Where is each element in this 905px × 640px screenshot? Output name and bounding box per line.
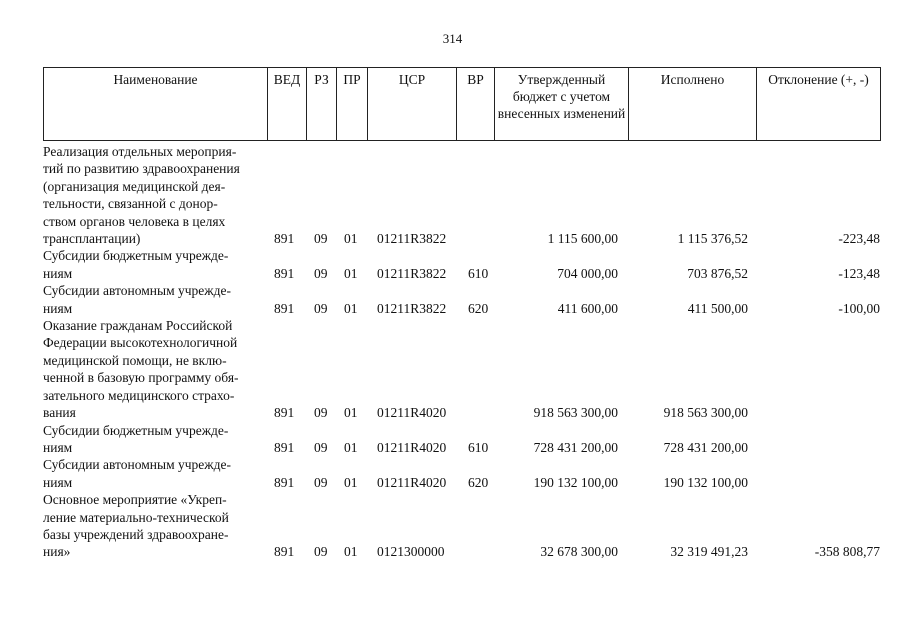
row-pr: 01: [344, 300, 358, 316]
row-rz: 09: [314, 439, 328, 455]
row-executed: 728 431 200,00: [663, 439, 748, 455]
row-approved: 190 132 100,00: [533, 474, 618, 490]
row-ved: 891: [274, 300, 295, 316]
row-pr: 01: [344, 405, 358, 421]
row-vr: 610: [468, 439, 489, 455]
row-executed: 703 876,52: [687, 265, 748, 281]
row-approved: 32 678 300,00: [540, 544, 618, 560]
row-rz: 09: [314, 300, 328, 316]
row-csr: 01211R3822: [377, 231, 447, 247]
row-approved: 411 600,00: [557, 300, 618, 316]
row-rz: 09: [314, 231, 328, 247]
row-rz: 09: [314, 474, 328, 490]
row-name: Субсидии бюджетным учрежде- ниям: [43, 248, 229, 281]
page-number: 314: [442, 31, 463, 46]
row-deviation: -100,00: [838, 300, 880, 316]
row-rz: 09: [314, 405, 328, 421]
table-row: [43, 247, 883, 282]
row-csr: 01211R4020: [377, 405, 447, 421]
row-csr: 01211R3822: [377, 300, 447, 316]
row-pr: 01: [344, 265, 358, 281]
row-pr: 01: [344, 544, 358, 560]
row-ved: 891: [274, 544, 295, 560]
row-csr: 01211R4020: [377, 474, 447, 490]
table-row: [43, 143, 883, 247]
header-executed: Исполнено: [629, 68, 757, 141]
table-row: [43, 491, 883, 561]
row-name: Основное мероприятие «Укреп- ление материально-технической базы учреждений здравоохране- ния»: [43, 492, 229, 560]
row-rz: 09: [314, 265, 328, 281]
row-approved: 728 431 200,00: [533, 439, 618, 455]
table-row: [43, 456, 883, 491]
row-executed: 918 563 300,00: [663, 405, 748, 421]
row-deviation: -223,48: [838, 231, 880, 247]
row-name: Реализация отдельных мероприя- тий по развитию здравоохранения (организация медицинской дея- тельности, связанной с донор- ством органов человека в целях трансплантации): [43, 144, 240, 247]
row-vr: 620: [468, 300, 489, 316]
row-pr: 01: [344, 474, 358, 490]
row-csr: 0121300000: [377, 544, 445, 560]
row-deviation: -358 808,77: [814, 544, 880, 560]
row-approved: 1 115 600,00: [547, 231, 618, 247]
header-name: Наименование: [44, 68, 268, 141]
header-pr: ПР: [337, 68, 368, 141]
row-csr: 01211R4020: [377, 439, 447, 455]
row-ved: 891: [274, 265, 295, 281]
row-executed: 411 500,00: [687, 300, 748, 316]
header-vr: ВР: [457, 68, 495, 141]
row-deviation: -123,48: [838, 265, 880, 281]
table-body: [43, 143, 883, 561]
table-row: [43, 422, 883, 457]
row-executed: 32 319 491,23: [670, 544, 748, 560]
row-name: Субсидии бюджетным учрежде- ниям: [43, 422, 229, 455]
row-name: Оказание гражданам Российской Федерации высокотехнологичной медицинской помощи, не вклю- ченной в базовую программу обя- зательного медицинского страхо- вания: [43, 318, 239, 421]
row-csr: 01211R3822: [377, 265, 447, 281]
row-pr: 01: [344, 439, 358, 455]
table-header: [43, 67, 881, 141]
table-row: [43, 317, 883, 421]
row-executed: 1 115 376,52: [677, 231, 748, 247]
row-vr: 620: [468, 474, 489, 490]
header-ved: ВЕД: [268, 68, 307, 141]
row-executed: 190 132 100,00: [663, 474, 748, 490]
row-pr: 01: [344, 231, 358, 247]
row-vr: 610: [468, 265, 489, 281]
header-csr: ЦСР: [368, 68, 457, 141]
row-approved: 704 000,00: [557, 265, 618, 281]
row-approved: 918 563 300,00: [533, 405, 618, 421]
row-ved: 891: [274, 439, 295, 455]
row-ved: 891: [274, 474, 295, 490]
header-deviation: Отклонение (+, -): [757, 68, 881, 141]
row-name: Субсидии автономным учрежде- ниям: [43, 457, 231, 490]
row-name: Субсидии автономным учрежде- ниям: [43, 283, 231, 316]
header-rz: РЗ: [307, 68, 337, 141]
row-rz: 09: [314, 544, 328, 560]
header-approved: Утвержденный бюджет с учетом внесенных изменений: [495, 68, 629, 141]
row-ved: 891: [274, 405, 295, 421]
row-ved: 891: [274, 231, 295, 247]
table-row: [43, 282, 883, 317]
